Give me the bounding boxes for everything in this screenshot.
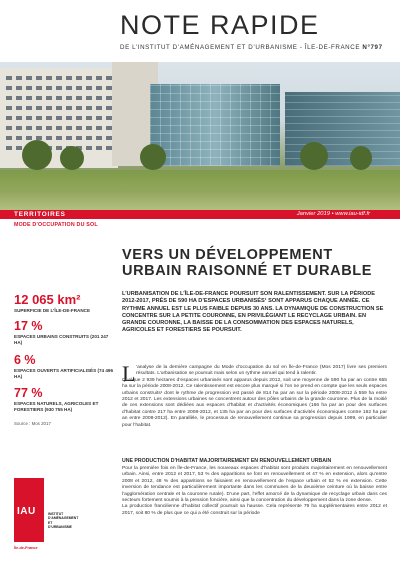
article-paragraph: Quelque 2 939 hectares d’espaces urbanisés sont apparus depuis 2012, soit une moyenne de 590 ha par an contre 655 ha sur la période 2008-2012. Ce ralentissement est encore plus marqué si l’on ne prend en compte que les seuls espaces urbains construits¹ dont le rythme de progression est passé de 814 ha par an sur la période 2008-2012 à 559 ha entre 2012 et 2017. Les extensions urbaines se concentrent autour des pôles urbains de la grande couronne. Plus de la moitié de ces extensions sont dédiées aux espaces d’habitat et d’activités économiques (166 ha par an pour des surfaces d’habitat contre 217 ha entre 2008-2012, et 135 ha par an pour des surfaces d’activités économiques contre 162 ha par an entre 2008-2012). En parallèle, le processus de renouvellement continue sa progression depuis 1999, en particulier pour l’habitat.	[122, 377, 387, 428]
theme-label: MODE D’OCCUPATION DU SOL	[14, 222, 98, 228]
publication-subtitle: DE L’INSTITUT D’AMÉNAGEMENT ET D’URBANISME - ÎLE-DE-FRANCE N°797	[120, 44, 383, 51]
stat-label: ESPACES OUVERTS ARTIFICIALISÉS (74 496 HA)	[14, 368, 114, 379]
section-band	[0, 210, 400, 219]
stat-value: 77 %	[14, 386, 43, 400]
photo-tree	[350, 146, 372, 170]
stat-value: 12 065 km²	[14, 292, 81, 307]
stat-block	[14, 292, 114, 314]
article-heading: VERS UN DÉVELOPPEMENT URBAIN RAISONNÉ ET DURABLE	[122, 247, 373, 279]
logo-region: Île-de-France	[14, 546, 38, 550]
photo-tree	[60, 146, 84, 170]
logo-mark: IAU	[17, 506, 36, 517]
stat-block	[14, 386, 114, 412]
article-body	[122, 365, 387, 429]
masthead	[0, 0, 400, 62]
photo-building	[150, 84, 280, 166]
stat-label: ESPACES NATURELS, AGRICOLES ET FORESTIERS (930 755 HA)	[14, 401, 99, 412]
section-heading: UNE PRODUCTION D’HABITAT MAJORITAIREMENT EN RENOUVELLEMENT URBAIN	[122, 458, 332, 464]
drop-cap: L	[122, 361, 136, 386]
iau-logo	[14, 478, 79, 560]
source-note: Source : Mos 2017	[14, 421, 51, 426]
article-paragraph: Pour la première fois en Île-de-France, les nouveaux espaces d’habitat sont produits majoritairement en renouvellement urbain. Ainsi, entre 2012 et 2017, 53 % des apparitions se font en renouvellement et 47 % en extension, alors qu’entre 2008 et 2012, 48 % des apparitions se faisaient en renouvellement de l’espace urbain et 52 % en extension. Cette inversion de tendance est particulièrement importante dans les communes de la deuxième ceinture où la baisse entre l’agglomération centrale et la couronne rurale). D’une part, l’effet amorcé de la dynamique de recyclage urbain dans ces secteurs fortement soumis à la pression foncière, ainsi que la concentration du développement dans la zone dense.	[122, 466, 387, 504]
stat-value: 6 %	[14, 353, 36, 367]
photo-building	[0, 68, 118, 168]
stat-value: 17 %	[14, 319, 43, 333]
section-body	[122, 466, 387, 517]
cover-photo	[0, 62, 400, 210]
stat-block	[14, 319, 114, 345]
photo-tree	[22, 140, 52, 170]
article-paragraph: La production francilienne d’habitat collectif poursuit sa hausse. Cela représente 79 ha supplémentaires entre 2012 et 2017, soit 80 % de plus que ce qui a été construit sur la période	[122, 504, 387, 516]
article-lead: L’URBANISATION DE L’ÎLE-DE-FRANCE POURSUIT SON RALENTISSEMENT. SUR LA PÉRIODE 2012-2017, PRÈS DE 590 HA D’ESPACES URBANISÉS¹ SONT APPARUS CHAQUE ANNÉE. CE RYTHME ANNUEL EST LE PLUS FAIBLE DEPUIS 30 ANS. LA DYNAMIQUE DE CONSTRUCTION SE CONCENTRE SUR LA PETITE COURONNE, EN PRIVILÉGIANT LE RECYCLAGE URBAIN. EN GRANDE COURONNE, LA BAISSE DE LA CONSOMMATION DES ESPACES NATURELS, AGRICOLES ET FORESTIERS SE POURSUIT.	[122, 291, 384, 334]
article-paragraph: ’analyse de la dernière campagne du Mode d’occupation du sol en Île-de-France (Mos 2017) livre ses premiers résultats. L’urbanisation se poursuit mais selon un rythme annuel qui tend à ralentir.	[136, 365, 387, 377]
stat-block	[14, 353, 114, 379]
issue-date: Janvier 2019 • www.iau-idf.fr	[296, 211, 370, 217]
issue-number: N°797	[362, 44, 383, 51]
stat-label: SUPERFICIE DE L’ÎLE-DE-FRANCE	[14, 308, 91, 313]
stat-label: ESPACES URBAINS CONSTRUITS (201 247 HA)	[14, 334, 109, 345]
photo-tree	[300, 142, 328, 170]
logo-name: INSTITUT D’AMÉNAGEMENT ET D’URBANISME	[48, 512, 79, 529]
photo-tree	[140, 144, 166, 170]
page-title: NOTE RAPIDE	[120, 10, 320, 40]
section-label: TERRITOIRES	[14, 211, 66, 218]
